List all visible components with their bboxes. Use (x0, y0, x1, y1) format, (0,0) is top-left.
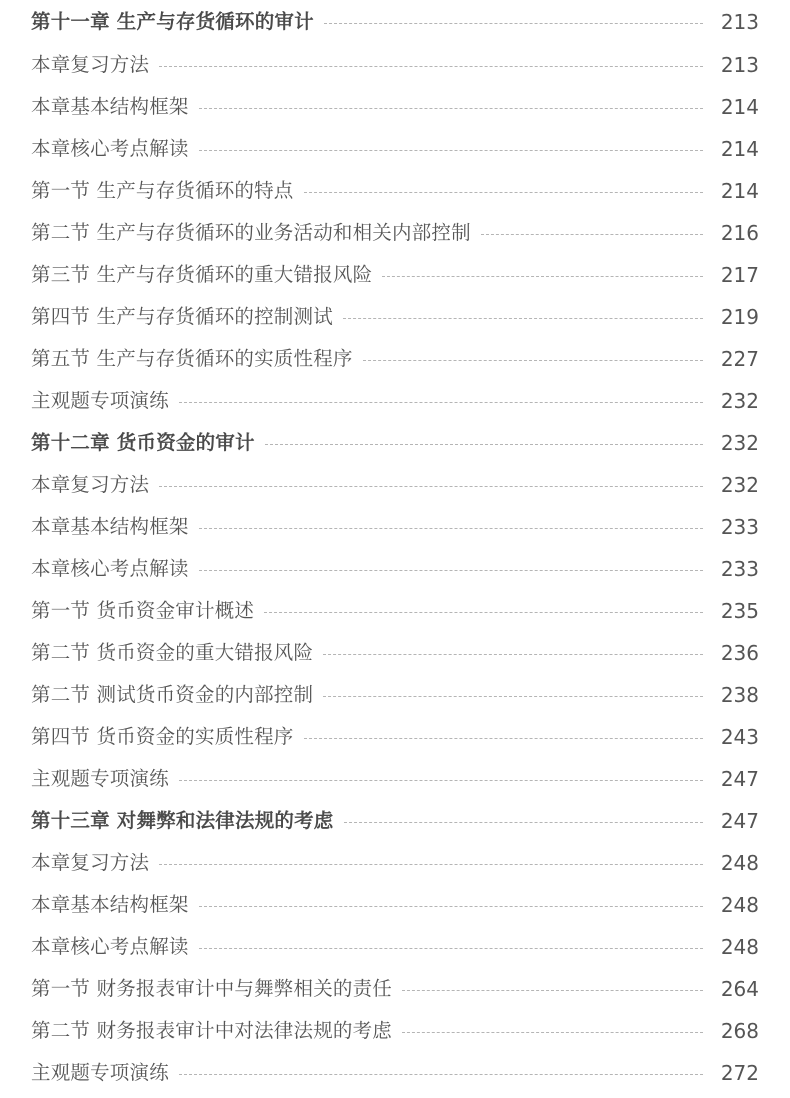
toc-chapter-row[interactable] (31, 0, 759, 44)
toc-page-number: 264 (720, 977, 759, 1001)
toc-entry-row[interactable] (31, 296, 759, 338)
dotted-leader (199, 906, 703, 907)
toc-entry-row[interactable] (31, 716, 759, 758)
toc-page-number: 248 (720, 851, 759, 875)
toc-page-number: 248 (720, 893, 759, 917)
dotted-leader (179, 402, 703, 403)
toc-entry-title: 第十二章 货币资金的审计 (31, 431, 255, 454)
toc-entry-title: 第四节 货币资金的实质性程序 (31, 725, 294, 748)
toc-entry-row[interactable] (31, 380, 759, 422)
toc-entry-row[interactable] (31, 632, 759, 674)
toc-page-number: 272 (720, 1061, 759, 1085)
toc-entry-row[interactable] (31, 254, 759, 296)
toc-entry-title: 本章基本结构框架 (31, 893, 189, 916)
dotted-leader (159, 486, 703, 487)
toc-entry-row[interactable] (31, 1052, 759, 1094)
dotted-leader (159, 66, 703, 67)
dotted-leader (199, 528, 703, 529)
toc-chapter-row[interactable] (31, 422, 759, 464)
table-of-contents (31, 0, 759, 1094)
toc-entry-row[interactable] (31, 338, 759, 380)
toc-entry-title: 本章复习方法 (31, 473, 150, 496)
toc-entry-row[interactable] (31, 1010, 759, 1052)
toc-entry-title: 主观题专项演练 (31, 767, 169, 790)
toc-entry-title: 第二节 财务报表审计中对法律法规的考虑 (31, 1019, 392, 1042)
toc-entry-title: 第十三章 对舞弊和法律法规的考虑 (31, 809, 334, 832)
toc-entry-title: 第二节 测试货币资金的内部控制 (31, 683, 314, 706)
toc-page-number: 238 (720, 683, 759, 707)
toc-entry-title: 主观题专项演练 (31, 389, 169, 412)
dotted-leader (323, 654, 703, 655)
dotted-leader (402, 1032, 703, 1033)
dotted-leader (199, 570, 703, 571)
toc-entry-title: 第十一章 生产与存货循环的审计 (31, 10, 314, 33)
dotted-leader (324, 23, 703, 24)
toc-entry-row[interactable] (31, 44, 759, 86)
dotted-leader (382, 276, 703, 277)
toc-page-number: 213 (720, 53, 759, 77)
toc-page-number: 236 (720, 641, 759, 665)
toc-entry-row[interactable] (31, 884, 759, 926)
toc-entry-title: 本章核心考点解读 (31, 557, 189, 580)
dotted-leader (363, 360, 703, 361)
toc-page-number: 213 (720, 10, 759, 34)
dotted-leader (402, 990, 703, 991)
toc-page-number: 214 (720, 137, 759, 161)
toc-page-number: 268 (720, 1019, 759, 1043)
toc-entry-title: 主观题专项演练 (31, 1061, 169, 1084)
toc-entry-row[interactable] (31, 506, 759, 548)
toc-page-number: 233 (720, 557, 759, 581)
toc-entry-title: 本章复习方法 (31, 851, 150, 874)
toc-page-number: 247 (720, 809, 759, 833)
toc-entry-title: 第二节 货币资金的重大错报风险 (31, 641, 314, 664)
toc-entry-row[interactable] (31, 758, 759, 800)
toc-entry-title: 第四节 生产与存货循环的控制测试 (31, 305, 333, 328)
dotted-leader (199, 948, 703, 949)
dotted-leader (304, 738, 704, 739)
toc-page-number: 233 (720, 515, 759, 539)
toc-entry-title: 第二节 生产与存货循环的业务活动和相关内部控制 (31, 221, 471, 244)
dotted-leader (179, 1074, 703, 1075)
toc-page-number: 217 (720, 263, 759, 287)
toc-entry-row[interactable] (31, 674, 759, 716)
toc-entry-row[interactable] (31, 464, 759, 506)
toc-entry-row[interactable] (31, 842, 759, 884)
dotted-leader (265, 444, 703, 445)
dotted-leader (199, 108, 703, 109)
toc-entry-title: 第一节 财务报表审计中与舞弊相关的责任 (31, 977, 392, 1000)
toc-chapter-row[interactable] (31, 800, 759, 842)
dotted-leader (199, 150, 703, 151)
toc-page-number: 235 (720, 599, 759, 623)
dotted-leader (343, 318, 703, 319)
dotted-leader (264, 612, 703, 613)
toc-entry-title: 第三节 生产与存货循环的重大错报风险 (31, 263, 373, 286)
toc-page-number: 219 (720, 305, 759, 329)
toc-page-number: 232 (720, 473, 759, 497)
dotted-leader (304, 192, 704, 193)
toc-entry-row[interactable] (31, 926, 759, 968)
toc-entry-title: 第一节 货币资金审计概述 (31, 599, 255, 622)
dotted-leader (344, 822, 704, 823)
toc-entry-row[interactable] (31, 170, 759, 212)
toc-page-number: 214 (720, 95, 759, 119)
toc-entry-row[interactable] (31, 548, 759, 590)
toc-entry-title: 本章核心考点解读 (31, 137, 189, 160)
toc-entry-row[interactable] (31, 212, 759, 254)
toc-page-number: 248 (720, 935, 759, 959)
toc-page-number: 243 (720, 725, 759, 749)
toc-entry-row[interactable] (31, 590, 759, 632)
toc-entry-row[interactable] (31, 86, 759, 128)
toc-entry-title: 第五节 生产与存货循环的实质性程序 (31, 347, 353, 370)
toc-entry-row[interactable] (31, 968, 759, 1010)
toc-entry-title: 本章核心考点解读 (31, 935, 189, 958)
toc-page-number: 232 (720, 431, 759, 455)
dotted-leader (481, 234, 703, 235)
dotted-leader (179, 780, 703, 781)
toc-page-number: 214 (720, 179, 759, 203)
toc-entry-title: 本章复习方法 (31, 53, 150, 76)
toc-entry-title: 本章基本结构框架 (31, 95, 189, 118)
toc-page-number: 247 (720, 767, 759, 791)
dotted-leader (159, 864, 703, 865)
toc-page-number: 216 (720, 221, 759, 245)
toc-entry-row[interactable] (31, 128, 759, 170)
toc-entry-title: 第一节 生产与存货循环的特点 (31, 179, 294, 202)
toc-page-number: 227 (720, 347, 759, 371)
toc-page-number: 232 (720, 389, 759, 413)
dotted-leader (323, 696, 703, 697)
toc-entry-title: 本章基本结构框架 (31, 515, 189, 538)
